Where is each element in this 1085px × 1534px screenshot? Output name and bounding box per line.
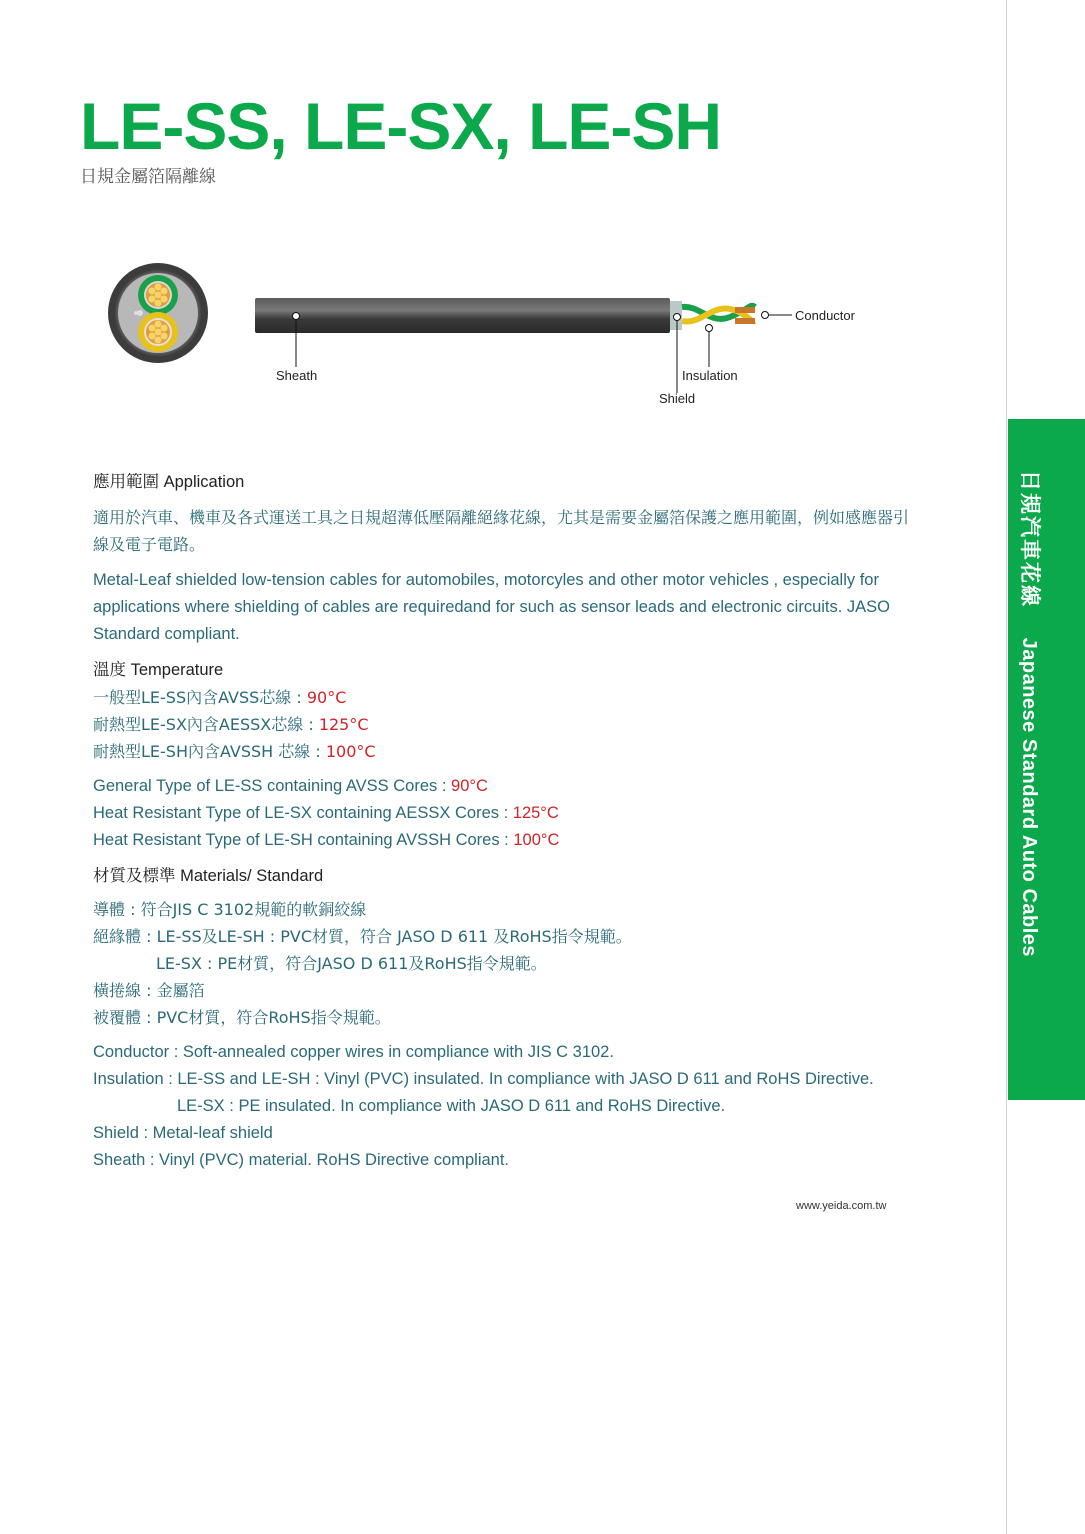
materials-line-en: Conductor : Soft-annealed copper wires in compliance with JIS C 3102. [93, 1043, 614, 1061]
application-text-cn: 適用於汽車、機車及各式運送工具之日規超薄低壓隔離絕緣花線，尤其是需要金屬箔保護之應用範圍，例如感應器引線及電子電路。 [93, 508, 910, 554]
main-content [93, 468, 923, 1174]
page-title: LE-SS, LE-SX, LE-SH [80, 89, 722, 163]
sheath-label: Sheath [276, 368, 318, 383]
cable-diagram [100, 255, 880, 420]
insulation-label: Insulation [682, 368, 738, 383]
footer-url: www.yeida.com.tw [796, 1200, 887, 1212]
materials-line-cn: 絕緣體 : LE-SS及LE-SH : PVC材質，符合 JASO D 611 及RoHS指令規範。 [93, 927, 632, 946]
materials-line-cn: LE-SX : PE材質，符合JASO D 611及RoHS指令規範。 [156, 954, 547, 973]
materials-line-en: Shield : Metal-leaf shield [93, 1124, 273, 1142]
temperature-line-cn: 一般型LE-SS內含AVSS芯線 : 90°C [93, 688, 347, 707]
temperature-line-en: Heat Resistant Type of LE-SH containing AVSSH Cores : 100°C [93, 831, 560, 849]
page-divider [1006, 0, 1007, 1534]
shield-label: Shield [659, 391, 696, 406]
cable-illustration [100, 255, 880, 415]
materials-line-en: Insulation : LE-SS and LE-SH : Vinyl (PVC) insulated. In compliance with JASO D 611 and RoHS Directive. [93, 1070, 874, 1088]
temperature-line-en: Heat Resistant Type of LE-SX containing AESSX Cores : 125°C [93, 804, 559, 822]
page-subtitle: 日規金屬箔隔離線 [80, 167, 216, 187]
materials-line-cn: 被覆體 : PVC材質，符合RoHS指令規範。 [93, 1008, 391, 1027]
materials-line-en: Sheath : Vinyl (PVC) material. RoHS Directive compliant. [93, 1151, 510, 1169]
temperature-line-cn: 耐熱型LE-SX內含AESSX芯線 : 125°C [93, 715, 369, 734]
cable-sheath [255, 298, 670, 333]
temperature-line-en: General Type of LE-SS containing AVSS Cores : 90°C [93, 777, 488, 795]
materials-line-en: LE-SX : PE insulated. In compliance with JASO D 611 and RoHS Directive. [177, 1097, 726, 1115]
materials-line-cn: 橫捲線 : 金屬箔 [93, 981, 205, 1000]
application-text-en: Metal-Leaf shielded low-tension cables for automobiles, motorcyles and other motor vehicles , especially for applications where shielding of cables are requiredand for such as sensor leads and electronic circuits. JASO Standard compliant. [93, 571, 891, 643]
conductor-label: Conductor [795, 308, 855, 323]
materials-heading: 材質及標準 Materials/ Standard [93, 866, 324, 885]
cross-section [108, 263, 208, 363]
side-tab-chinese: 日規汽車花線 [1018, 470, 1042, 608]
temperature-heading: 溫度 Temperature [93, 660, 224, 679]
side-tab-english: Japanese Standard Auto Cables [1018, 637, 1040, 958]
application-heading: 應用範圍 Application [93, 472, 245, 491]
temperature-line-cn: 耐熱型LE-SH內含AVSSH 芯線 : 100°C [93, 742, 376, 761]
materials-line-cn: 導體 : 符合JIS C 3102規範的軟銅絞線 [93, 900, 367, 919]
side-tab-label [1016, 470, 1046, 957]
